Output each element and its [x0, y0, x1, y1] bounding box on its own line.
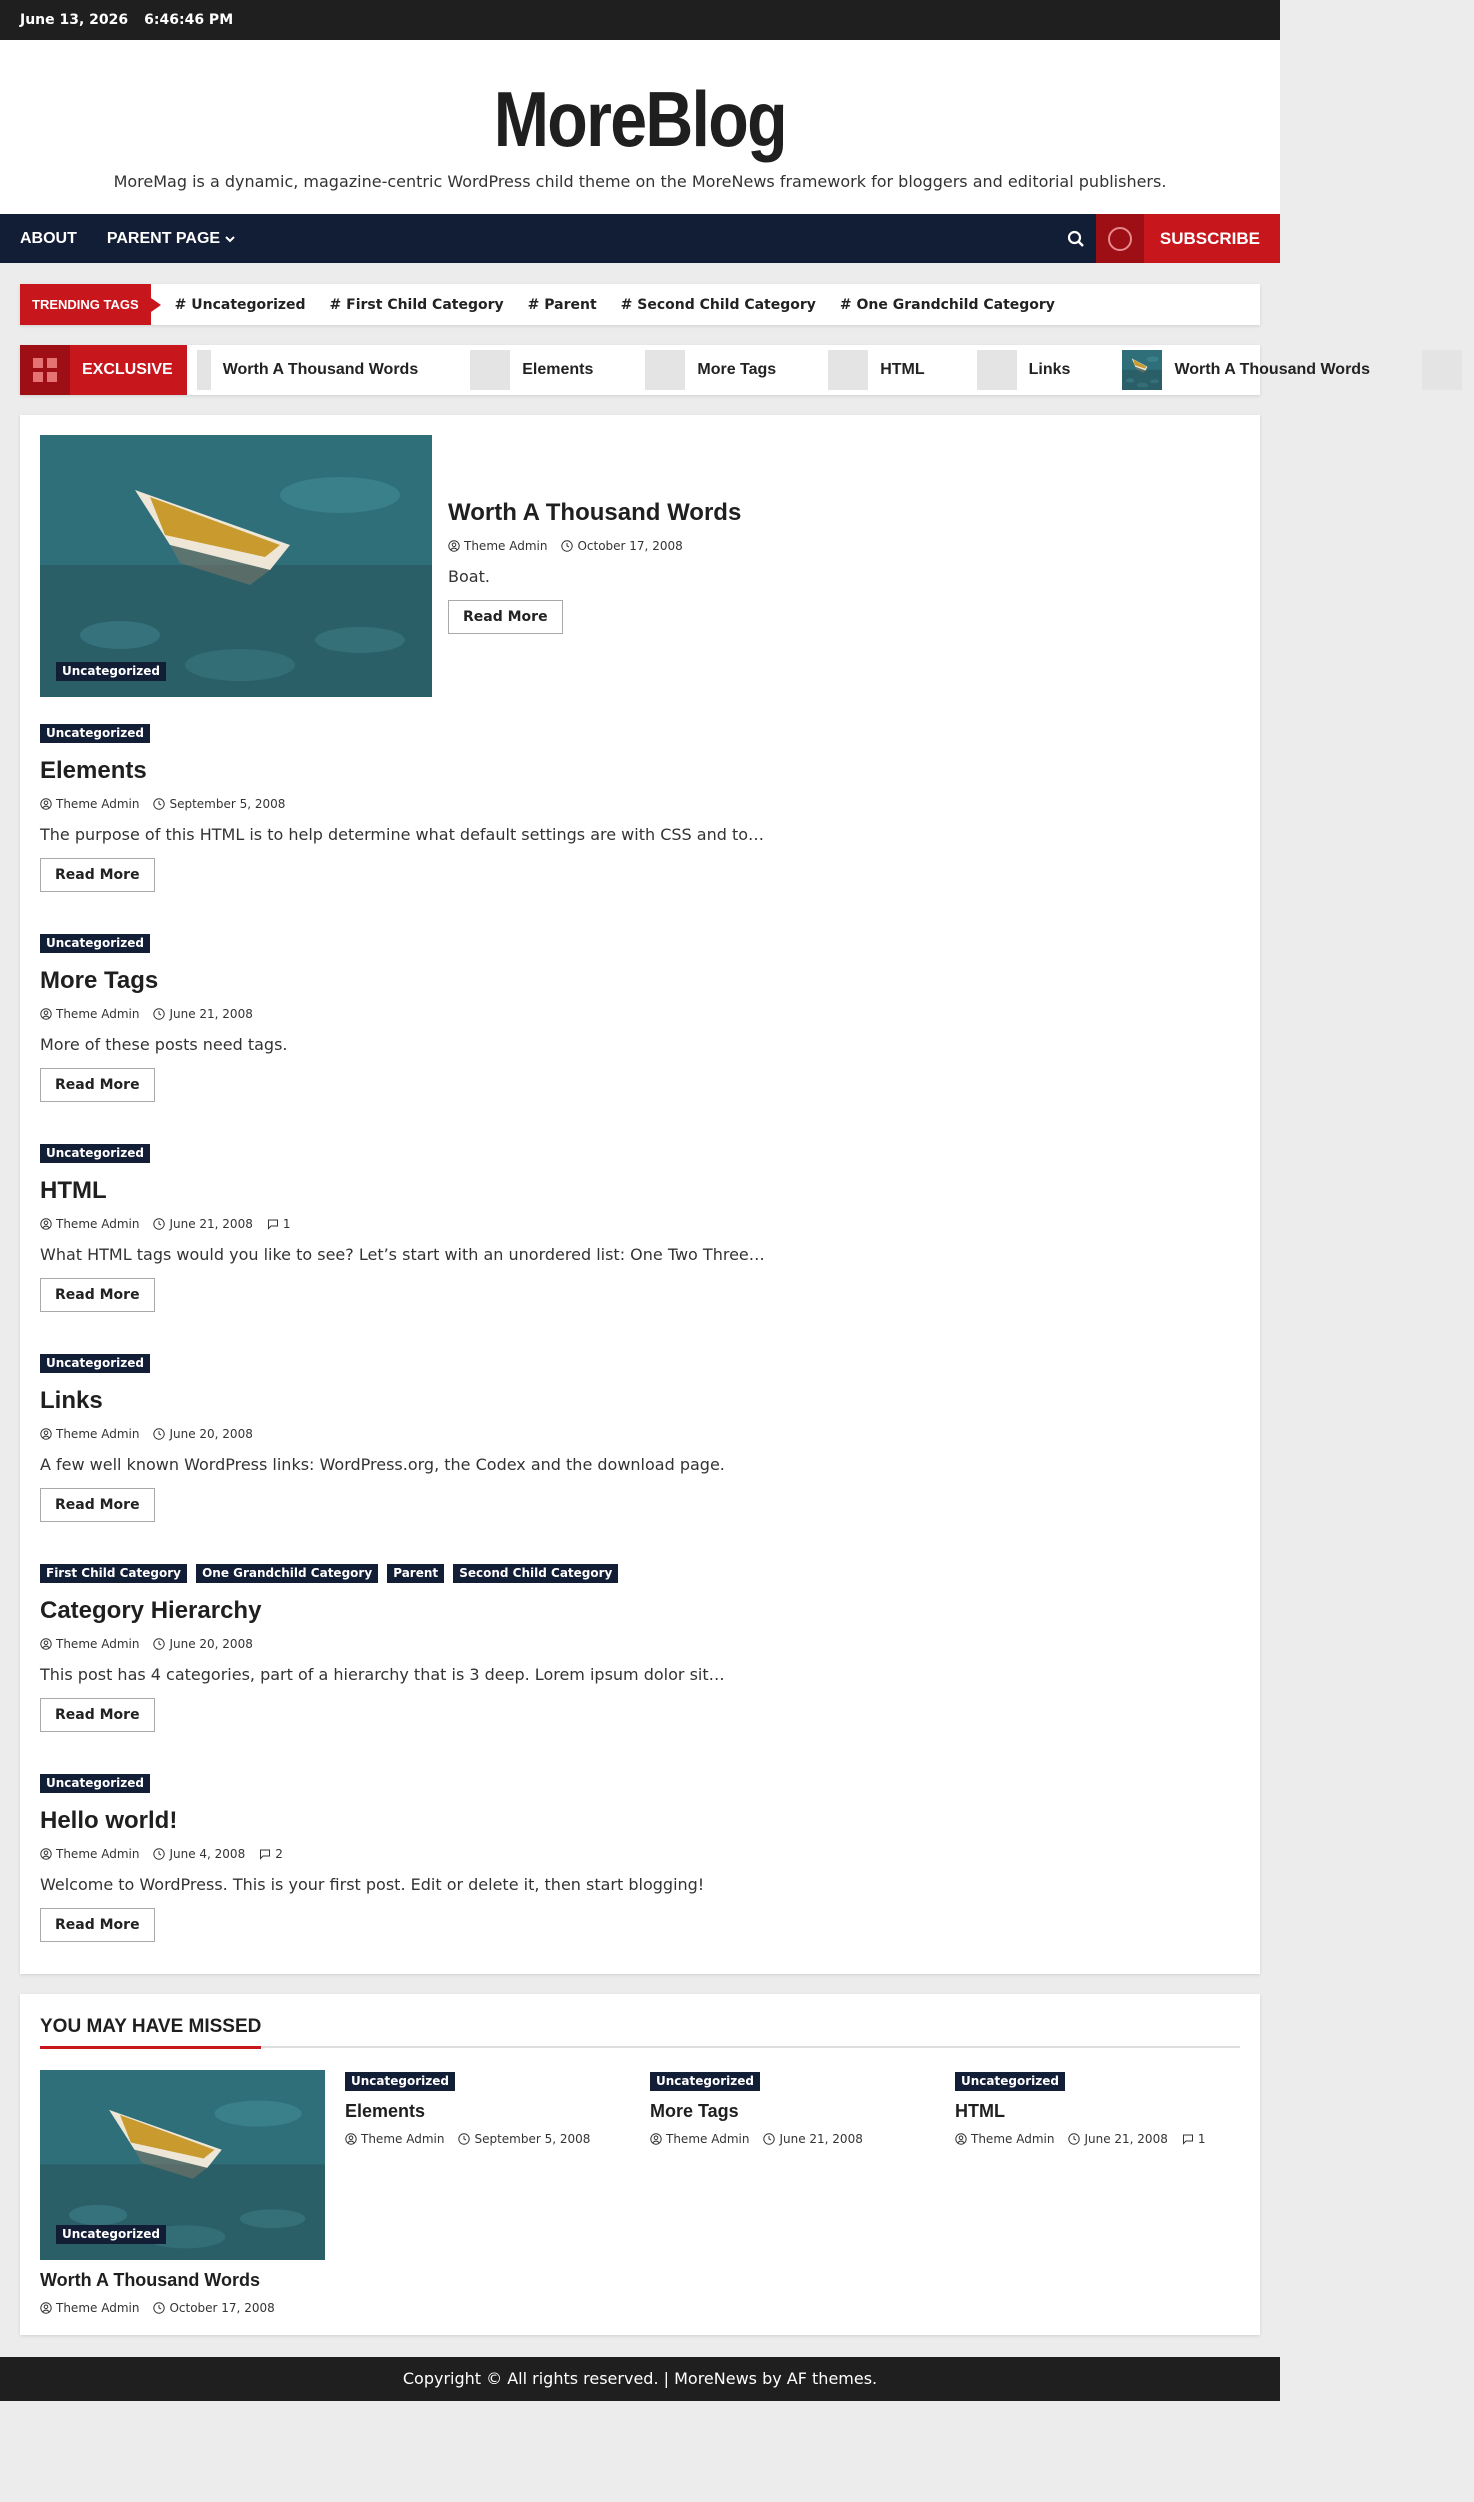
subscribe-label: SUBSCRIBE [1159, 228, 1260, 248]
section-title: YOU MAY HAVE MISSED [40, 2016, 261, 2049]
post-author[interactable]: Theme Admin [971, 2132, 1055, 2146]
post-categories [40, 1562, 1240, 1583]
search-icon [1067, 230, 1085, 248]
top-bar [0, 0, 1280, 40]
clock-icon [458, 2133, 470, 2145]
you-may-have-missed [20, 1994, 1260, 2335]
ticker-item[interactable] [1422, 350, 1474, 390]
ticker-title: Elements [522, 361, 594, 378]
post-categories [40, 722, 1240, 743]
category-badge[interactable]: Parent [387, 1564, 444, 1583]
current-time: 6:46:46 PM [144, 12, 234, 28]
featured-image[interactable] [40, 435, 432, 697]
ticker-item[interactable] [828, 350, 924, 390]
post-item [40, 1352, 1240, 1522]
clock-icon [153, 2302, 165, 2314]
ticker-item[interactable] [977, 350, 1071, 390]
post-excerpt: The purpose of this HTML is to help determine what default settings are with CSS and to… [40, 825, 765, 844]
post-title[interactable]: Category Hierarchy [40, 1597, 262, 1624]
nav-item-about[interactable]: ABOUT [20, 229, 77, 247]
user-icon [40, 1848, 52, 1860]
ticker-title: More Tags [697, 361, 777, 378]
post-author[interactable]: Theme Admin [56, 1217, 140, 1231]
post-title[interactable]: Elements [40, 757, 147, 784]
site-description: MoreMag is a dynamic, magazine-centric WordPress child theme on the MoreNews framework for bloggers and editorial publishers. [113, 172, 1167, 191]
category-badge[interactable]: Uncategorized [40, 724, 150, 743]
post-excerpt: This post has 4 categories, part of a hierarchy that is 3 deep. Lorem ipsum dolor sit… [40, 1665, 725, 1684]
post-date[interactable]: June 4, 2008 [169, 1847, 246, 1861]
post-categories [40, 932, 1240, 953]
user-icon [650, 2133, 662, 2145]
featured-post [40, 435, 1240, 697]
post-author[interactable]: Theme Admin [56, 1847, 140, 1861]
clock-icon [1068, 2133, 1080, 2145]
post-excerpt: What HTML tags would you like to see? Let’s start with an unordered list: One Two Three… [40, 1245, 765, 1264]
category-badge[interactable]: Uncategorized [40, 1774, 150, 1793]
category-badge[interactable]: Uncategorized [955, 2072, 1065, 2091]
clock-icon [561, 540, 573, 552]
grid-icon [20, 345, 70, 395]
post-item [40, 1562, 1240, 1732]
post-date[interactable]: June 21, 2008 [1084, 2132, 1168, 2146]
ticker-title: Worth A Thousand Words [222, 361, 419, 378]
category-badge[interactable]: One Grandchild Category [196, 1564, 378, 1583]
tag-link[interactable]: # Uncategorized [174, 296, 306, 313]
comment-icon [1182, 2133, 1194, 2145]
main-content [20, 415, 1260, 1974]
clock-icon [763, 2133, 775, 2145]
ticker-item[interactable] [197, 350, 419, 390]
post-author[interactable]: Theme Admin [56, 1637, 140, 1651]
ticker-thumbnail [470, 350, 510, 390]
post-date[interactable]: June 21, 2008 [779, 2132, 863, 2146]
ticker-thumbnail [197, 350, 211, 390]
post-author[interactable]: Theme Admin [361, 2132, 445, 2146]
post-date[interactable]: June 20, 2008 [169, 1637, 253, 1651]
ticker-title: HTML [880, 361, 925, 378]
post-excerpt: A few well known WordPress links: WordPress.org, the Codex and the download page. [40, 1455, 725, 1474]
category-badge[interactable]: Uncategorized [40, 1144, 150, 1163]
comment-icon [267, 1218, 279, 1230]
post-categories [40, 1142, 1240, 1163]
category-badge[interactable]: Uncategorized [650, 2072, 760, 2091]
site-title[interactable]: MoreBlog [493, 75, 787, 163]
post-date[interactable]: September 5, 2008 [474, 2132, 591, 2146]
category-badge[interactable]: Uncategorized [56, 662, 166, 681]
category-badge[interactable]: Uncategorized [40, 1354, 150, 1373]
post-title[interactable]: More Tags [650, 2101, 739, 2121]
nav-item-parent-page[interactable] [107, 230, 236, 248]
tag-link[interactable]: # First Child Category [329, 296, 504, 313]
ticker-thumbnail [1422, 350, 1462, 390]
clock-icon [153, 1428, 165, 1440]
ticker-thumbnail [1122, 350, 1162, 390]
post-categories [40, 1352, 1240, 1373]
post-date[interactable]: June 20, 2008 [169, 1427, 253, 1441]
subscribe-button[interactable] [1096, 214, 1280, 263]
post-title[interactable]: Elements [345, 2101, 426, 2121]
post-title[interactable]: HTML [955, 2101, 1005, 2121]
user-icon [955, 2133, 967, 2145]
post-date[interactable]: June 21, 2008 [169, 1217, 253, 1231]
ticker-title: Links [1028, 361, 1071, 378]
tag-link[interactable]: # One Grandchild Category [839, 296, 1055, 313]
site-footer [0, 2357, 1280, 2401]
exclusive-label-text: EXCLUSIVE [82, 361, 173, 378]
post-excerpt: Boat. [448, 566, 490, 586]
clock-icon [153, 798, 165, 810]
post-author[interactable]: Theme Admin [56, 2301, 140, 2315]
read-more-button[interactable]: Read More [40, 1908, 155, 1942]
comment-count[interactable]: 2 [275, 1847, 283, 1861]
post-author[interactable]: Theme Admin [56, 1427, 140, 1441]
post-author[interactable]: Theme Admin [464, 538, 548, 553]
category-badge[interactable]: First Child Category [40, 1564, 187, 1583]
post-author[interactable]: Theme Admin [56, 1007, 140, 1021]
post-date[interactable]: October 17, 2008 [577, 538, 683, 553]
post-title[interactable]: HTML [40, 1177, 107, 1204]
category-badge[interactable]: Uncategorized [345, 2072, 455, 2091]
post-date[interactable]: September 5, 2008 [169, 797, 286, 811]
post-item [40, 722, 1240, 892]
user-icon [40, 2302, 52, 2314]
trending-tags-bar [20, 284, 1260, 325]
user-icon [40, 1218, 52, 1230]
read-more-button[interactable]: Read More [40, 1698, 155, 1732]
ticker-thumbnail [828, 350, 868, 390]
exclusive-label [20, 345, 187, 395]
post-author[interactable]: Theme Admin [666, 2132, 750, 2146]
ticker-thumbnail [645, 350, 685, 390]
read-more-button[interactable]: Read More [40, 1278, 155, 1312]
ticker-item[interactable] [1122, 350, 1370, 390]
post-excerpt: Welcome to WordPress. This is your first post. Edit or delete it, then start blogging! [40, 1875, 705, 1894]
current-date: June 13, 2026 [20, 12, 129, 28]
read-more-button[interactable]: Read More [448, 600, 563, 634]
read-more-button[interactable]: Read More [40, 858, 155, 892]
subscribe-icon [1096, 214, 1144, 263]
copyright-text: Copyright © All rights reserved. | MoreNews by AF themes. [402, 2369, 878, 2388]
chevron-down-icon [224, 233, 236, 245]
trending-tags-label: TRENDING TAGS [20, 284, 151, 325]
user-icon [345, 2133, 357, 2145]
post-author[interactable]: Theme Admin [56, 797, 140, 811]
user-icon [40, 1008, 52, 1020]
clock-icon [153, 1848, 165, 1860]
post-title[interactable]: Worth A Thousand Words [448, 498, 742, 526]
category-badge[interactable]: Uncategorized [56, 2225, 166, 2244]
tag-link[interactable]: # Second Child Category [620, 296, 816, 313]
category-badge[interactable]: Uncategorized [40, 934, 150, 953]
boat-image [40, 435, 432, 697]
post-date[interactable]: October 17, 2008 [169, 2301, 275, 2315]
post-date[interactable]: June 21, 2008 [169, 1007, 253, 1021]
user-icon [40, 798, 52, 810]
ticker-title: Worth A Thousand Words [1174, 361, 1370, 378]
clock-icon [153, 1218, 165, 1230]
missed-post [650, 2070, 935, 2315]
post-title[interactable]: Links [40, 1387, 103, 1414]
user-icon [40, 1638, 52, 1650]
tag-link[interactable]: # Parent [527, 296, 597, 313]
post-item [40, 1142, 1240, 1312]
nav-item-parent-page-label: PARENT PAGE [106, 229, 221, 247]
ticker-thumbnail [977, 350, 1017, 390]
missed-post-image[interactable] [40, 2070, 325, 2260]
post-item [40, 1772, 1240, 1942]
site-header [0, 40, 1280, 214]
missed-post [40, 2070, 325, 2315]
main-navigation [0, 214, 1280, 263]
clock-icon [153, 1008, 165, 1020]
post-title[interactable]: Hello world! [40, 1807, 178, 1834]
comment-count[interactable]: 1 [282, 1217, 291, 1231]
post-title[interactable]: Worth A Thousand Words [40, 2270, 260, 2290]
post-excerpt: More of these posts need tags. [40, 1035, 288, 1054]
user-icon [448, 540, 460, 552]
post-title[interactable]: More Tags [40, 967, 159, 994]
post-categories [40, 1772, 1240, 1793]
clock-icon [153, 1638, 165, 1650]
section-title-wrap [40, 2016, 1240, 2048]
post-item [40, 932, 1240, 1102]
read-more-button[interactable]: Read More [40, 1488, 155, 1522]
category-badge[interactable]: Second Child Category [453, 1564, 618, 1583]
missed-post [955, 2070, 1240, 2315]
ticker-item[interactable] [645, 350, 776, 390]
user-icon [40, 1428, 52, 1440]
exclusive-ticker [20, 345, 1370, 395]
search-button[interactable] [1056, 214, 1096, 263]
comment-count[interactable]: 1 [1197, 2132, 1206, 2146]
missed-post [345, 2070, 630, 2315]
ticker-item[interactable] [470, 350, 593, 390]
read-more-button[interactable]: Read More [40, 1068, 155, 1102]
comment-icon [259, 1848, 271, 1860]
